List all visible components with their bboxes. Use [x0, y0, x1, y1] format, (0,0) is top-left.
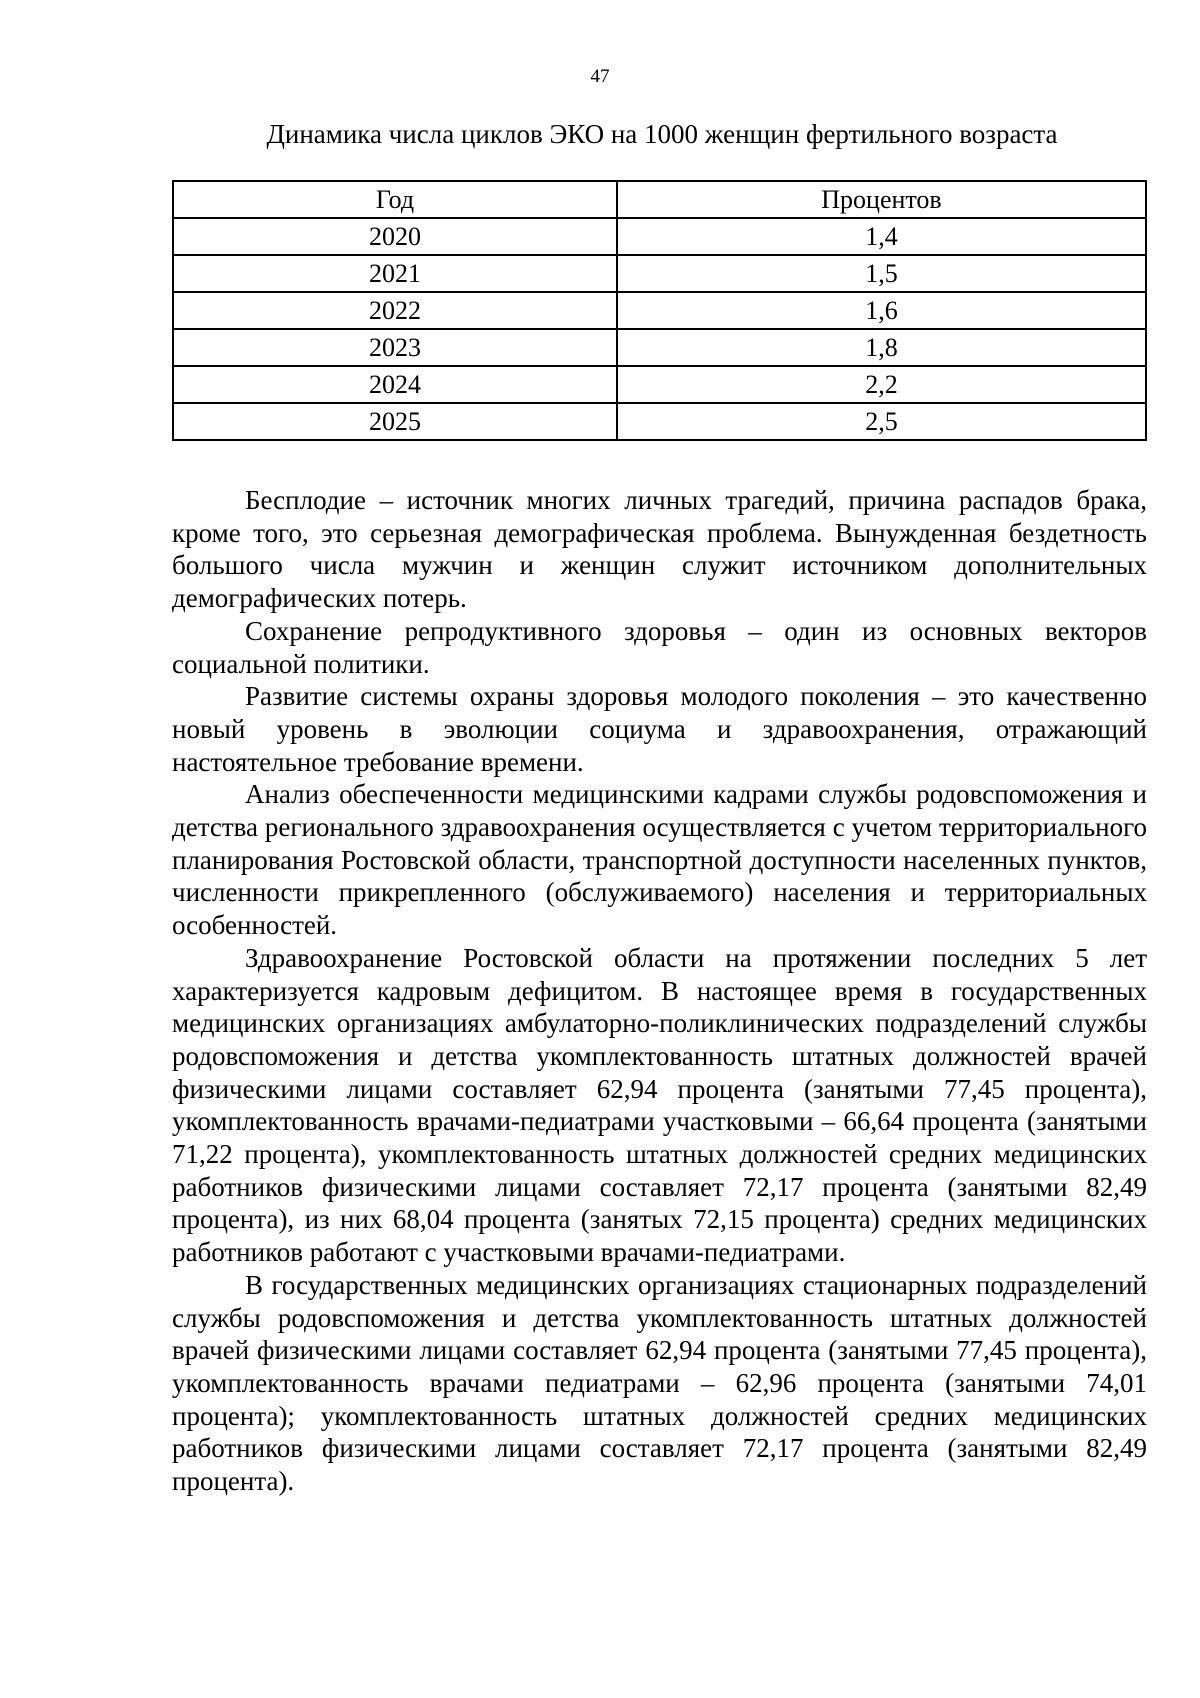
cell-year: 2025 [173, 403, 617, 440]
table-header-row [173, 181, 1146, 218]
cell-percent: 2,2 [617, 366, 1146, 403]
table-row [173, 366, 1146, 403]
cell-year: 2023 [173, 329, 617, 366]
cell-percent: 1,5 [617, 255, 1146, 292]
paragraph-infertility: Бесплодие – источник многих личных трагедий, причина распадов брака, кроме того, это серьезная демографическая проблема. Вынужденная бездетность большого числа мужчин и женщин служит источником дополнительных демографических потерь. [172, 485, 1147, 614]
cell-percent: 1,6 [617, 292, 1146, 329]
table-row [173, 403, 1146, 440]
cell-percent: 2,5 [617, 403, 1146, 440]
paragraph-youth-health-system: Развитие системы охраны здоровья молодого поколения – это качественно новый уровень в эволюции социума и здравоохранения, отражающий настоятельное требование времени. [172, 681, 1147, 777]
ivf-cycles-table [172, 180, 1147, 441]
header-percent: Процентов [617, 181, 1146, 218]
cell-year: 2021 [173, 255, 617, 292]
cell-year: 2020 [173, 218, 617, 255]
header-year: Год [173, 181, 617, 218]
page-number: 47 [590, 66, 610, 87]
cell-year: 2024 [173, 366, 617, 403]
table-row [173, 292, 1146, 329]
cell-percent: 1,8 [617, 329, 1146, 366]
cell-percent: 1,4 [617, 218, 1146, 255]
body-text [172, 484, 1147, 1498]
cell-year: 2022 [173, 292, 617, 329]
table-row [173, 329, 1146, 366]
paragraph-inpatient-staffing: В государственных медицинских организациях стационарных подразделений службы родовспоможения и детства укомплектованность штатных должностей врачей физическими лицами составляет 62,94 процента (занятыми 77,45 процента), укомплектованность врачами педиатрами – 62,96 процента (занятыми 74,01 процента); укомплектованность штатных должностей средних медицинских работников физическими лицами составляет 72,17 процента (занятыми 82,49 процента). [172, 1269, 1147, 1497]
paragraph-outpatient-staffing: Здравоохранение Ростовской области на протяжении последних 5 лет характеризуется кадровым дефицитом. В настоящее время в государственных медицинских организациях амбулаторно-поликлинических подразделений службы родовспоможения и детства укомплектованность штатных должностей врачей физическими лицами составляет 62,94 процента (занятыми 77,45 процента), укомплектованность врачами-педиатрами участковыми – 66,64 процента (занятыми 71,22 процента), укомплектованность штатных должностей средних медицинских работников физическими лицами составляет 72,17 процента (занятыми 82,49 процента), из них 68,04 процента (занятых 72,15 процента) средних медицинских работников работают с участковыми врачами-педиатрами. [172, 942, 1147, 1268]
table-row [173, 218, 1146, 255]
table-row [173, 255, 1146, 292]
paragraph-staffing-analysis: Анализ обеспеченности медицинскими кадрами службы родовспоможения и детства регионального здравоохранения осуществляется с учетом территориального планирования Ростовской области, транспортной доступности населенных пунктов, численности прикрепленного (обслуживаемого) населения и территориальных особенностей. [172, 779, 1147, 941]
paragraph-reproductive-health: Сохранение репродуктивного здоровья – один из основных векторов социальной политики. [172, 615, 1147, 679]
table-caption: Динамика числа циклов ЭКО на 1000 женщин фертильного возраста [266, 119, 1058, 149]
